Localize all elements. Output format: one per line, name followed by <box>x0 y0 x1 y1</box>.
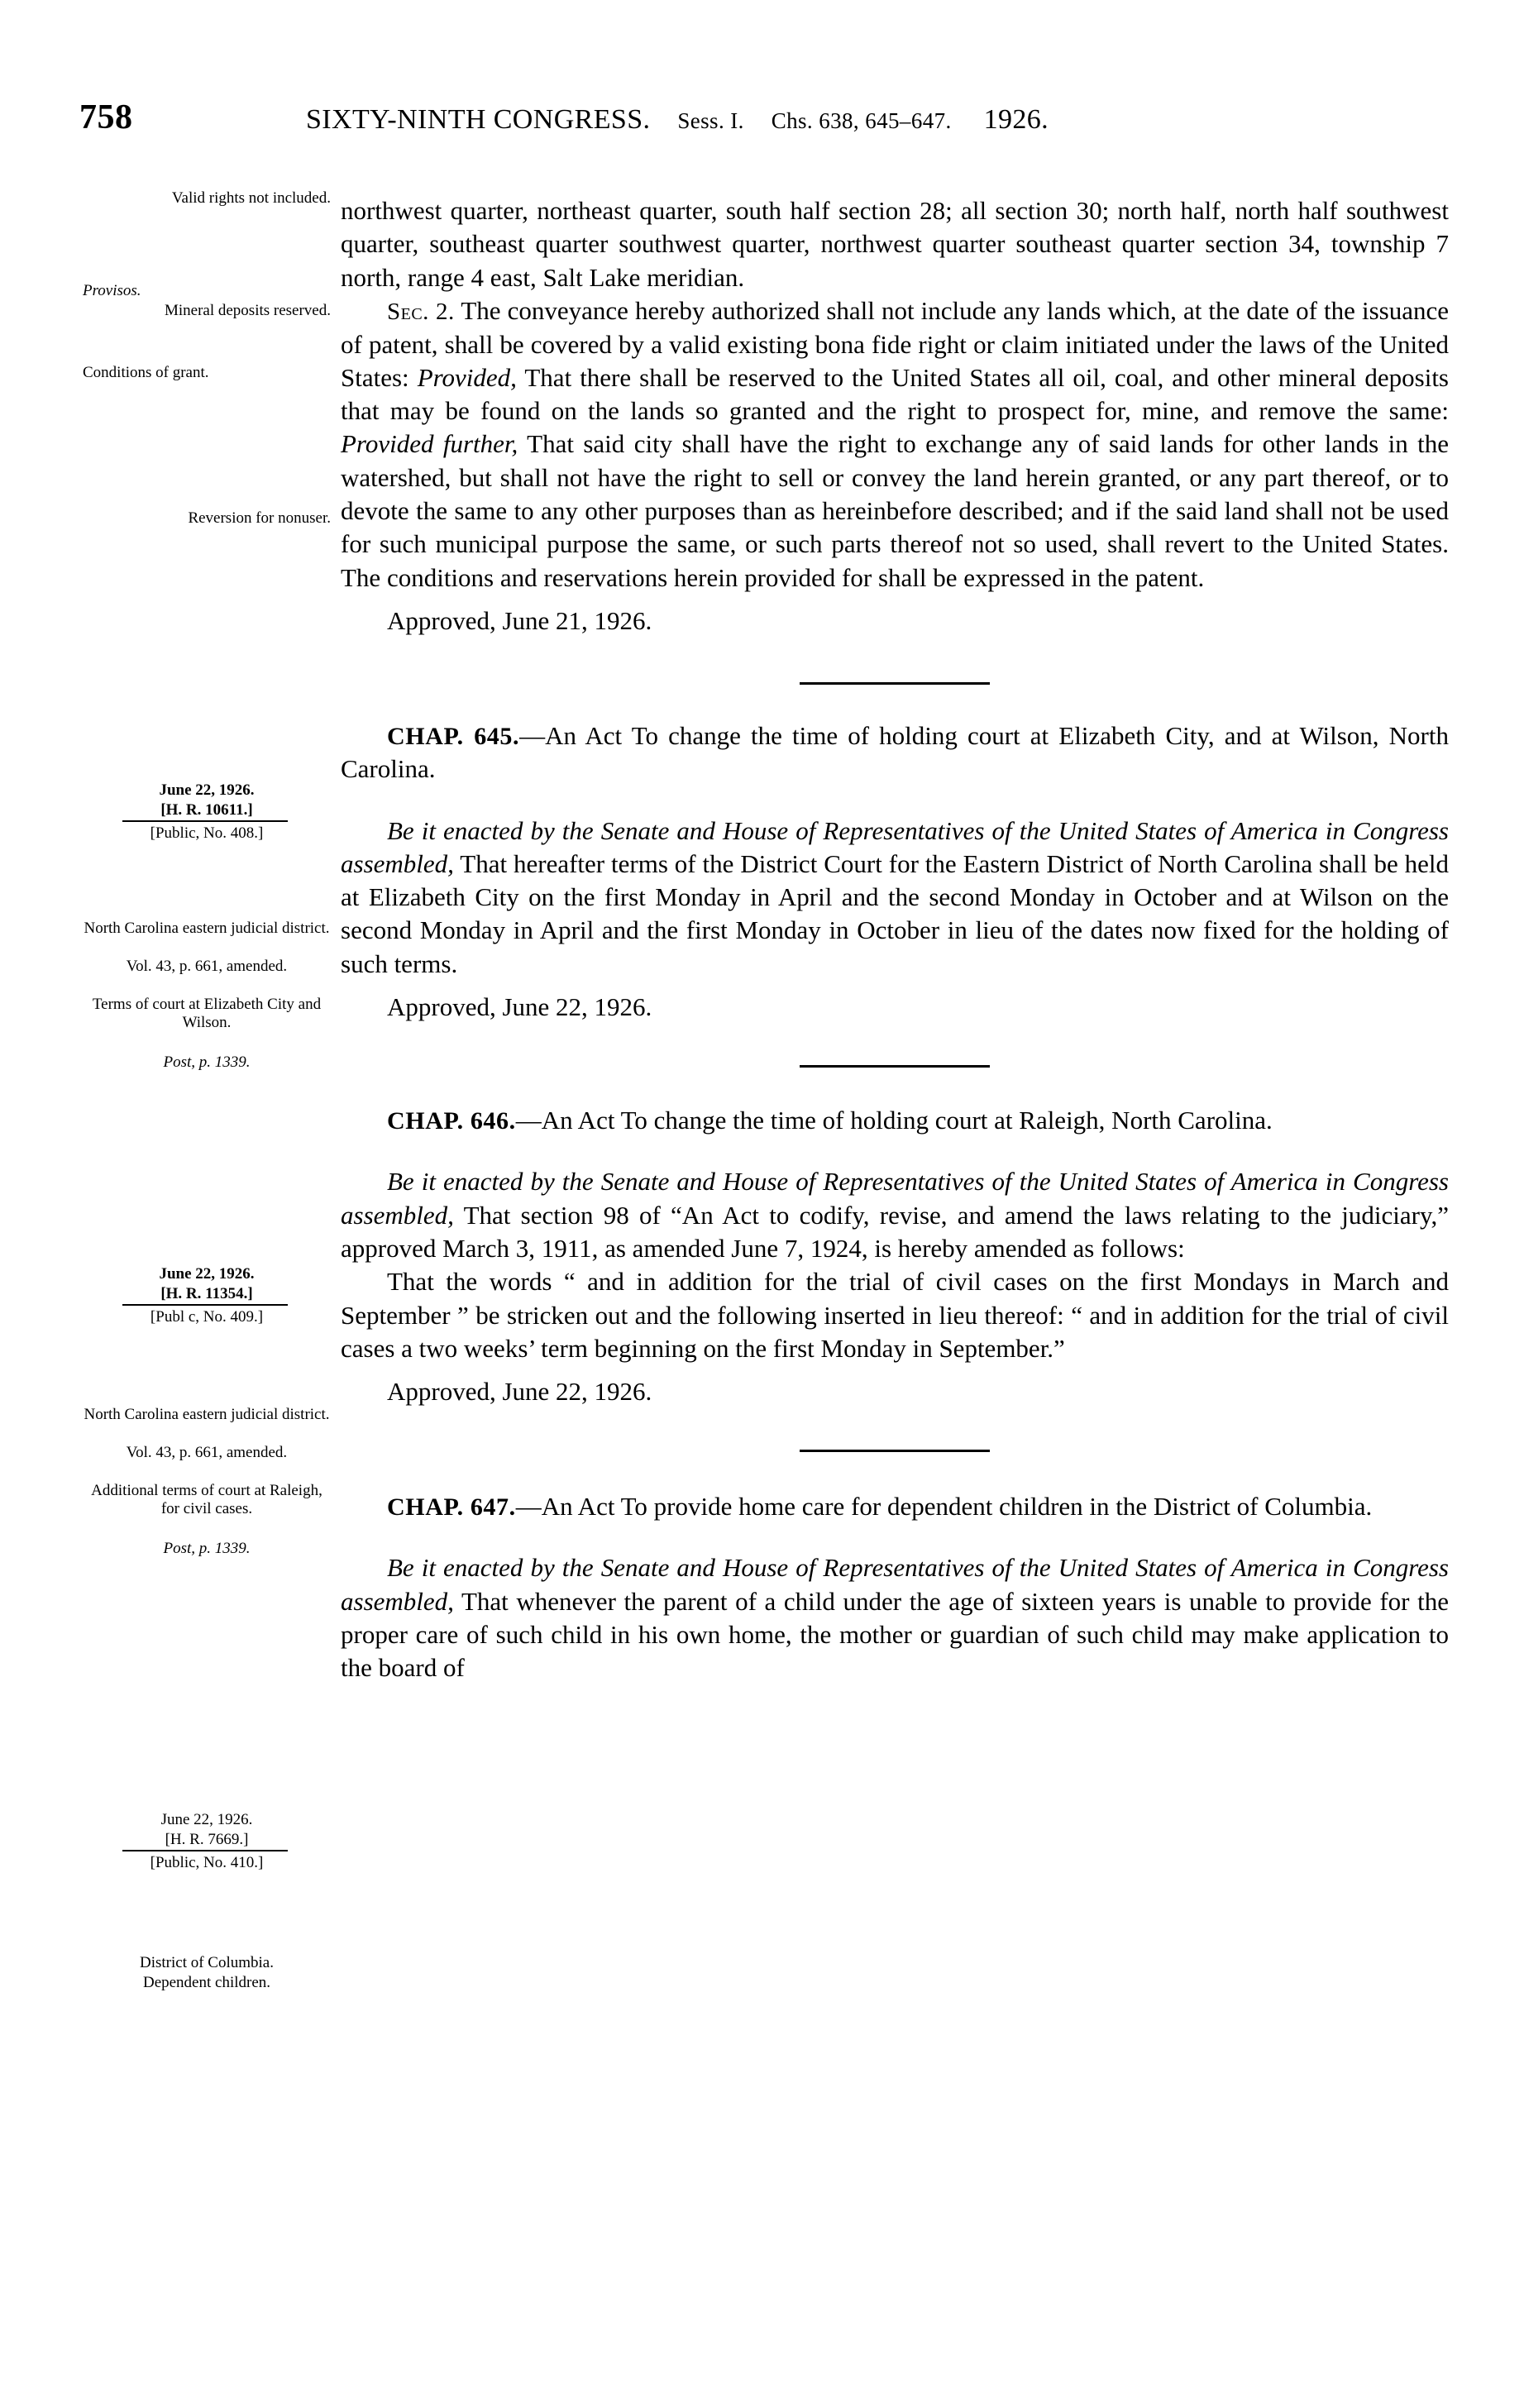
note-terms-645: Terms of court at Elizabeth City and Wilson. <box>92 996 322 1032</box>
running-head-chapters: Chs. 638, 645–647. <box>771 108 952 133</box>
section-2-text-a: The conveyance hereby authorized shall not include any lands which, at the date of the issuance of patent, shall be covered by a valid existing bona fide right or claim initiated under the laws of the United States: <box>341 295 1449 392</box>
note-rule-647 <box>122 1850 288 1851</box>
running-head-congress: SIXTY-NINTH CONGRESS. <box>306 104 651 135</box>
ch638-approved-line: Approved, June 21, 1926. <box>387 605 652 635</box>
ch638-section-2 <box>341 294 1449 595</box>
ch645-heading <box>341 719 1449 786</box>
note-bill-645: [H. R. 10611.] <box>160 801 253 819</box>
proviso-1-label: Provided, <box>417 362 517 392</box>
ch647-enacting-clause: Be it enacted by the Senate and House of Representatives of the United States of America in Congress assembled, <box>341 1553 1449 1616</box>
note-valid-rights: Valid rights not included. <box>171 189 331 207</box>
note-bill-647: [H. R. 7669.] <box>165 1831 249 1848</box>
note-vol-646: Vol. 43, p. 661, amended. <box>126 1444 288 1461</box>
note-reversion: Reversion for nonuser. <box>188 509 331 527</box>
ch647-chapter-label: CHAP. 647. <box>387 1493 516 1522</box>
note-public-647: [Public, No. 410.] <box>150 1854 264 1871</box>
ch646-chapter-title: —An Act To change the time of holding court at Raleigh, North Carolina. <box>515 1106 1273 1135</box>
section-2-text-b: That there shall be reserved to the United States all oil, coal, and other mineral deposits that may be found on the lands so granted and the right to prospect for, mine, and remove the same: <box>341 362 1449 426</box>
note-conditions-of-grant: Conditions of grant. <box>83 364 209 381</box>
ch646-chapter-label: CHAP. 646. <box>387 1107 516 1135</box>
note-post-645: Post, p. 1339. <box>163 1054 251 1071</box>
ch646-approved-line: Approved, June 22, 1926. <box>387 1377 652 1407</box>
note-post-646: Post, p. 1339. <box>163 1540 251 1557</box>
page-header <box>0 98 1524 147</box>
note-mineral-deposits: Mineral deposits reserved. <box>164 302 331 319</box>
ch645-body <box>341 815 1449 981</box>
note-provisos: Provisos. <box>83 282 141 299</box>
ch638-continued-paragraph: northwest quarter, northeast quarter, south half section 28; all section 30; north half, north half southwest quarter, southeast quarter southwest quarter, northwest quarter southeast quarter section 34, township 7 north, range 4 east, Salt Lake meridian. <box>341 196 1449 292</box>
separator-rule-3 <box>800 1450 990 1452</box>
ch645-enacting-clause: Be it enacted by the Senate and House of Representatives of the United States of America in Congress assembled, <box>341 815 1449 878</box>
ch647-chapter-title: —An Act To provide home care for dependent children in the District of Columbia. <box>515 1492 1373 1522</box>
note-date-646: June 22, 1926. <box>159 1265 255 1283</box>
note-rule-645 <box>122 820 288 822</box>
note-rule-646 <box>122 1304 288 1306</box>
note-dc-647: District of Columbia. <box>139 1954 274 1971</box>
running-head <box>306 104 1049 136</box>
separator-rule-1 <box>800 682 990 685</box>
running-head-year: 1926. <box>983 104 1049 135</box>
ch646-text: That section 98 of “An Act to codify, revise, and amend the laws relating to the judiciary,” approved March 3, 1911, as amended June 7, 1924, is hereby amended as follows: <box>341 1200 1449 1263</box>
note-date-645: June 22, 1926. <box>159 781 255 799</box>
note-dependent-children-647: Dependent children. <box>142 1974 271 1991</box>
page-number: 758 <box>79 98 133 136</box>
ch647-heading <box>341 1490 1449 1523</box>
body-column <box>341 194 1449 1685</box>
note-nc-eastern-646: North Carolina eastern judicial district. <box>84 1406 330 1423</box>
ch647-text: That whenever the parent of a child under the age of sixteen years is unable to provide for the proper care of such child in his own home, the mother or guardian of such child may make application to the board of <box>341 1586 1449 1683</box>
note-date-647: June 22, 1926. <box>160 1811 253 1828</box>
note-public-645: [Public, No. 408.] <box>150 824 264 842</box>
note-public-646: [Publ c, No. 409.] <box>150 1308 264 1326</box>
section-2-label: Sec. 2. <box>387 298 455 325</box>
ch645-text: That hereafter terms of the District Court for the Eastern District of North Carolina shall be held at Elizabeth City on the first Monday in April and the second Monday in October and at Wilson on the second Monday in April and the first Monday in October in lieu of the dates now fixed for the holding of such terms. <box>341 848 1449 978</box>
ch645-chapter-title: —An Act To change the time of holding court at Elizabeth City, and at Wilson, North Carolina. <box>341 720 1449 784</box>
note-vol-645: Vol. 43, p. 661, amended. <box>126 958 288 975</box>
ch647-body <box>341 1551 1449 1684</box>
ch645-approved-line: Approved, June 22, 1926. <box>387 992 652 1022</box>
ch646-amendment: That the words “ and in addition for the trial of civil cases on the first Mondays in March and September ” be stricken out and the following inserted in lieu thereof: “ and in addition for the trial of civil cases a two weeks’ term beginning on the first Monday in September.” <box>341 1267 1449 1363</box>
running-head-session: Sess. I. <box>677 108 744 133</box>
section-2-text-c: That said city shall have the right to exchange any of said lands for other lands in the watershed, but shall not have the right to sell or convey the land herein granted, or any part thereof, or to devote the same to any other purposes than as hereinbefore described; and if the said land shall not be used for such municipal purpose the same, or such parts thereof not so used, shall revert to the United States. The conditions and reservations herein provided for shall be expressed in the patent. <box>341 429 1449 592</box>
note-bill-646: [H. R. 11354.] <box>160 1285 253 1302</box>
ch646-body <box>341 1165 1449 1265</box>
note-nc-eastern-645: North Carolina eastern judicial district. <box>84 920 330 937</box>
proviso-2-label: Provided further, <box>341 429 518 459</box>
ch646-heading <box>341 1104 1449 1137</box>
separator-rule-2 <box>800 1065 990 1068</box>
note-additional-terms-646: Additional terms of court at Raleigh, for civil cases. <box>91 1482 322 1518</box>
ch645-chapter-label: CHAP. 645. <box>387 722 520 750</box>
ch646-enacting-clause: Be it enacted by the Senate and House of Representatives of the United States of America in Congress assembled, <box>341 1167 1449 1230</box>
